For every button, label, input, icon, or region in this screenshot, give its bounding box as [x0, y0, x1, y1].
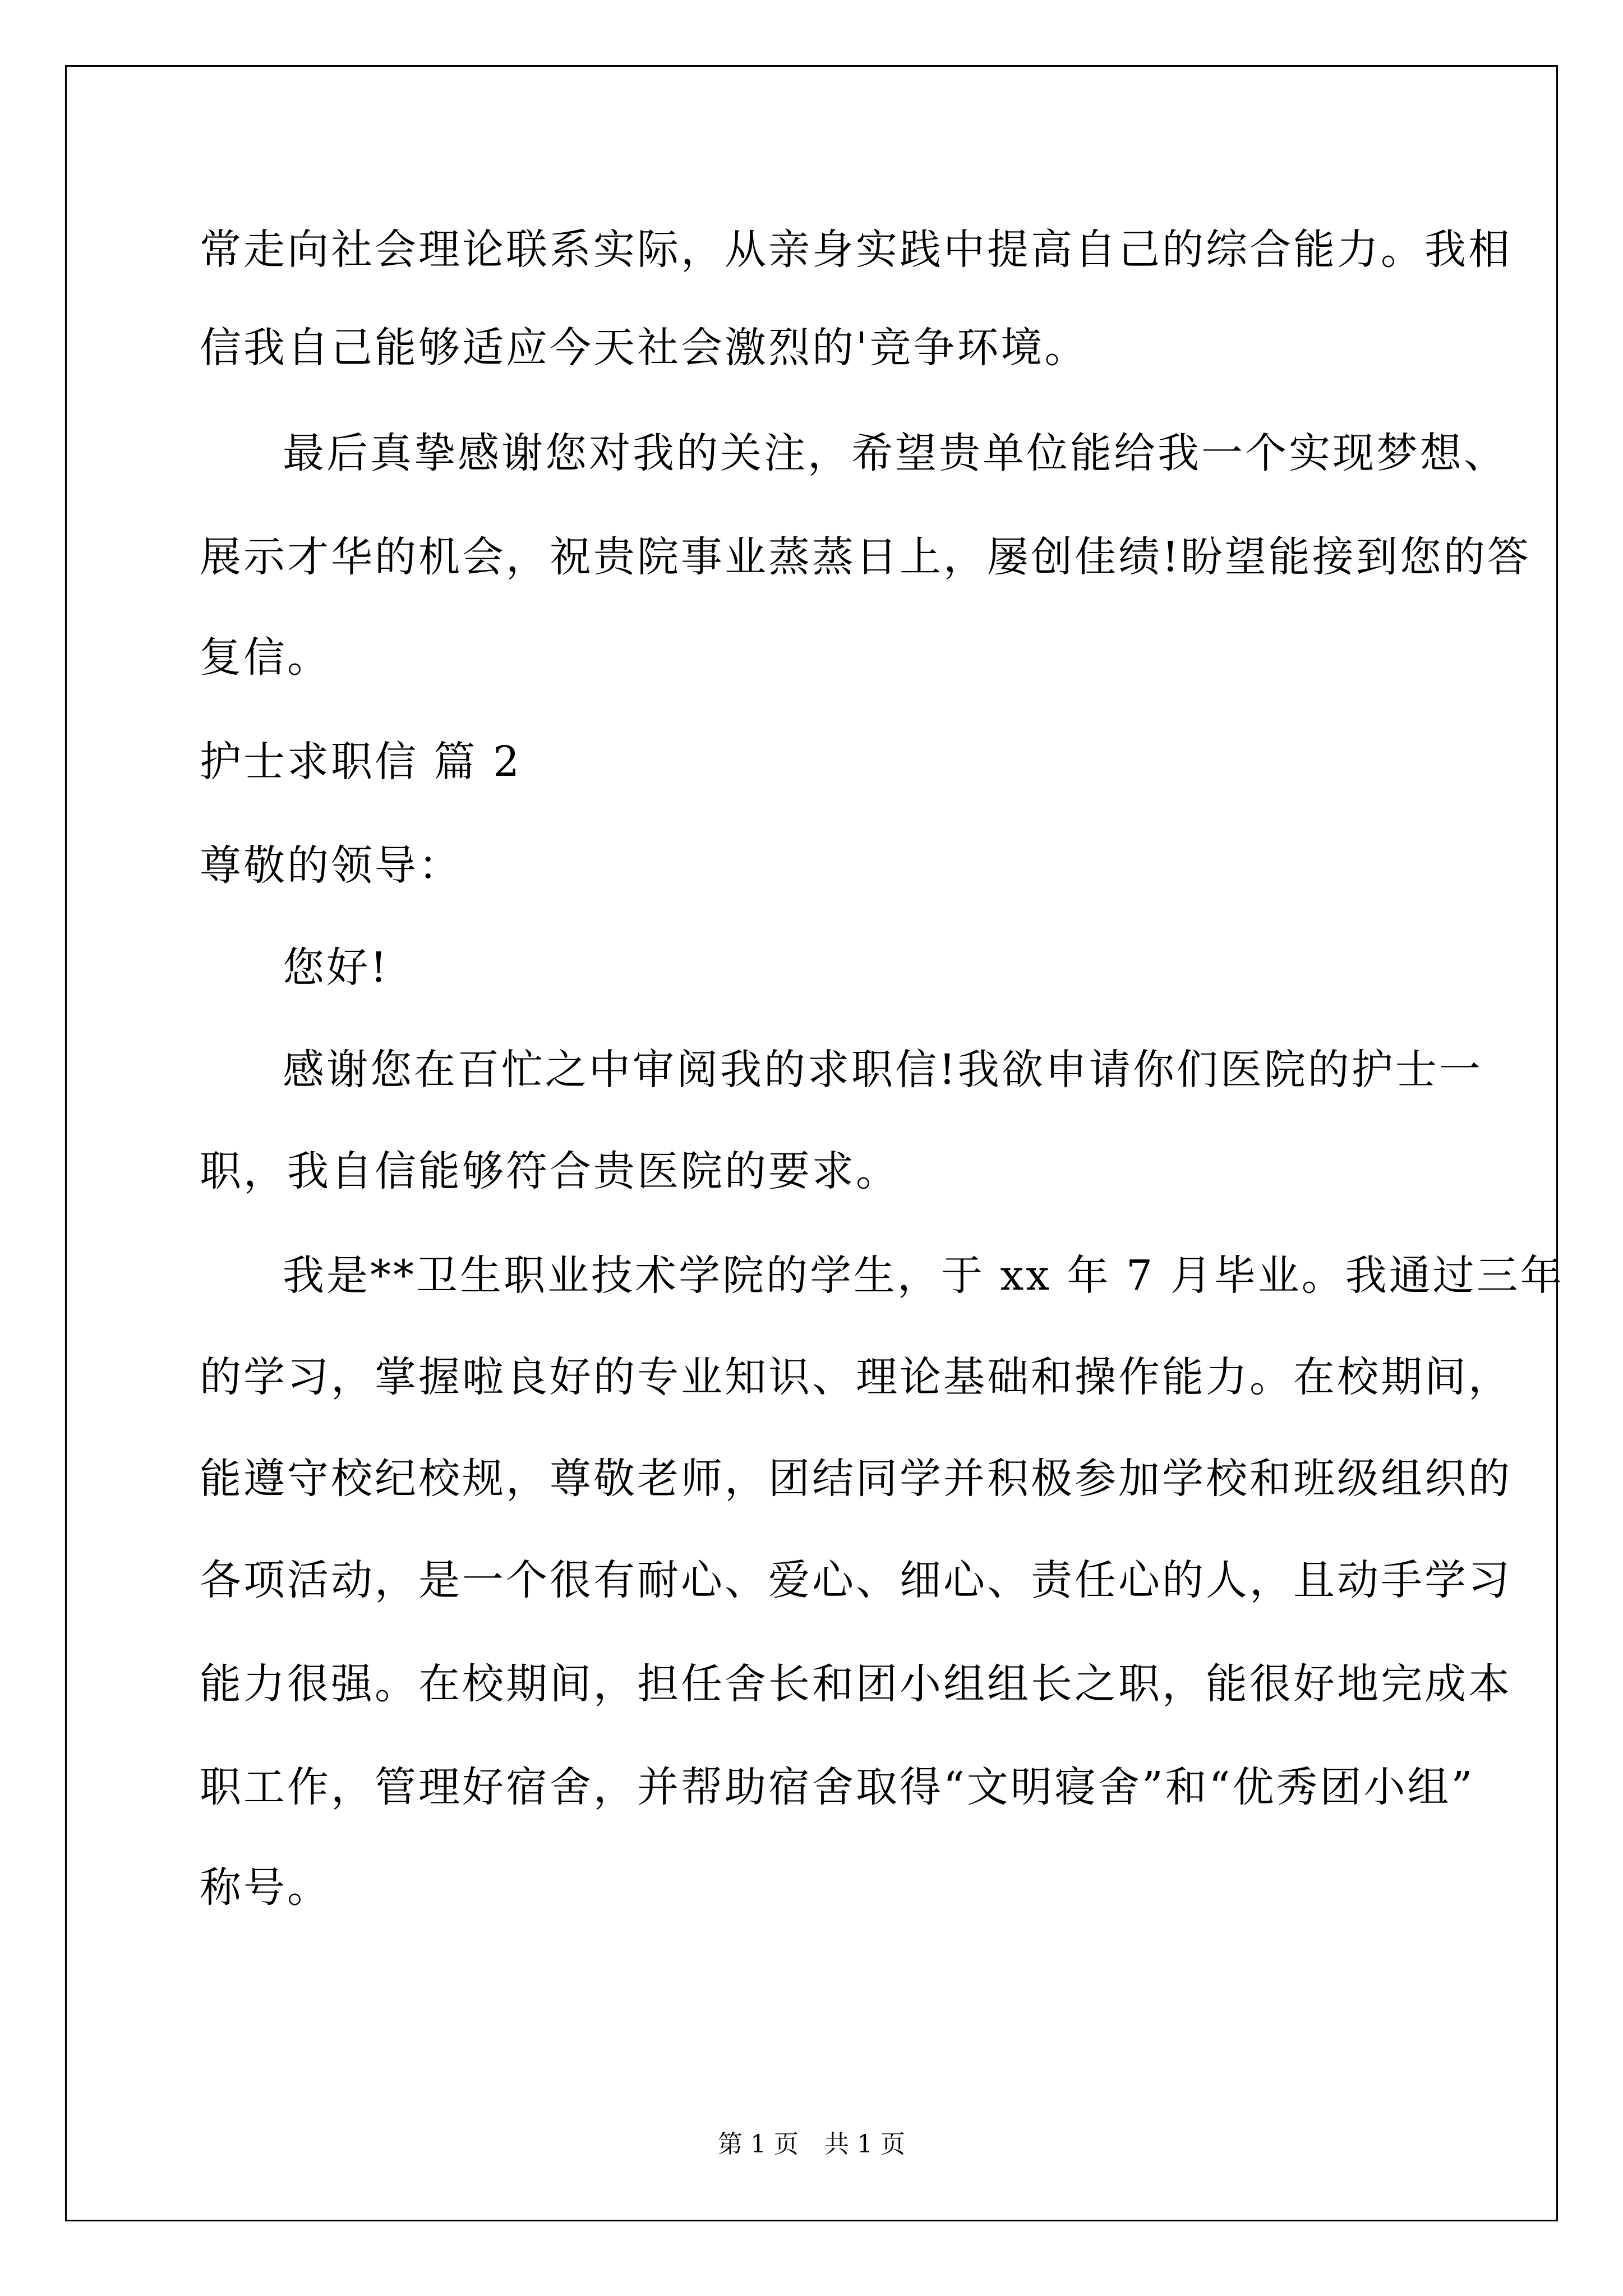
- paragraph-line: 信我自己能够适应今天社会激烈的'竞争环境。: [200, 324, 1089, 372]
- paragraph-line: 常走向社会理论联系实际，从亲身实践中提高自己的综合能力。我相: [200, 226, 1512, 274]
- paragraph-line: 最后真挚感谢您对我的关注，希望贵单位能给我一个实现梦想、: [283, 429, 1507, 477]
- page-number: 第 1 页: [718, 2130, 799, 2159]
- paragraph-line: 的学习，掌握啦良好的专业知识、理论基础和操作能力。在校期间，: [200, 1353, 1512, 1401]
- page-count: 共 1 页: [824, 2130, 905, 2159]
- greeting: 您好!: [283, 944, 389, 992]
- paragraph-line: 我是**卫生职业技术学院的学生，于 xx 年 7 月毕业。我通过三年: [283, 1251, 1564, 1300]
- paragraph-line: 称号。: [200, 1864, 331, 1912]
- paragraph-line: 复信。: [200, 633, 331, 682]
- paragraph-line: 能遵守校纪校规，尊敬老师，团结同学并积极参加学校和班级组织的: [200, 1455, 1512, 1503]
- section-heading: 护士求职信 篇 2: [200, 738, 522, 786]
- paragraph-line: 感谢您在百忙之中审阅我的求职信!我欲申请你们医院的护士一: [283, 1046, 1483, 1094]
- paragraph-line: 各项活动，是一个很有耐心、爱心、细心、责任心的人，且动手学习: [200, 1556, 1512, 1604]
- page-footer: [0, 2129, 1623, 2160]
- paragraph-line: 职，我自信能够符合贵医院的要求。: [200, 1147, 900, 1195]
- salutation: 尊敬的领导：: [200, 841, 462, 890]
- paragraph-line: 职工作，管理好宿舍，并帮助宿舍取得“文明寝舍”和“优秀团小组”: [200, 1763, 1475, 1811]
- paragraph-line: 展示才华的机会，祝贵院事业蒸蒸日上，屡创佳绩!盼望能接到您的答: [200, 533, 1531, 581]
- paragraph-line: 能力很强。在校期间，担任舍长和团小组组长之职，能很好地完成本: [200, 1660, 1512, 1708]
